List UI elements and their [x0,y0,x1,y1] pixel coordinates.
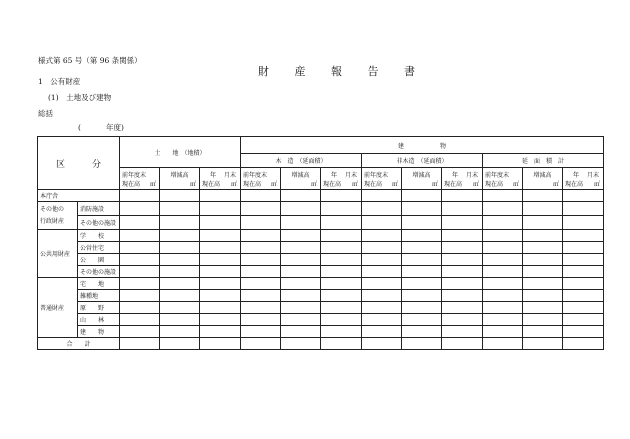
change-cell: 増減高 ㎡ [402,168,442,190]
row-label-park: 公 園 [78,254,120,266]
section-heading: 1 公有財産 [38,77,81,86]
row-label-other-facilities: その他の施設 [78,216,120,230]
year-label: 年度) [106,123,124,132]
year-month-cell: 年 月末 現在高 ㎡ [200,168,241,190]
row-label-field: 原 野 [78,302,120,314]
property-summary-table [37,136,604,350]
summary-label: 総括 [38,109,53,118]
change-cell: 増減高 ㎡ [160,168,200,190]
row-label-honcho: 本庁舎 [38,190,120,202]
group-label-public: 公共用財産 [38,230,78,278]
row-label-fire: 消防施設 [78,202,120,216]
wood-header: 木 造 （延面積） [241,154,362,168]
prev-year-cell: 前年度末 現在高 ㎡ [120,168,160,190]
row-label-total: 合 計 [38,338,120,350]
row-label-building: 建 物 [78,326,120,338]
nonwood-header: 非木造 （延面積） [362,154,483,168]
building-header: 建 物 [241,137,604,154]
total-area-header: 延 面 積 計 [483,154,604,168]
row-label-other-facilities: その他の施設 [78,266,120,278]
year-month-cell: 年 月末 現在高 ㎡ [321,168,362,190]
change-cell: 増減高 ㎡ [523,168,563,190]
land-header: 土 地 （地積） [120,137,241,168]
prev-year-cell: 前年度末 現在高 ㎡ [241,168,281,190]
subsection-heading: (1) 土地及び建物 [48,93,112,102]
row-label-residential: 宅 地 [78,278,120,290]
change-cell: 増減高 ㎡ [281,168,321,190]
category-header: 区 分 [38,137,120,190]
row-label-mountain: 山 林 [78,314,120,326]
year-month-cell: 年 月末 現在高 ㎡ [563,168,604,190]
row-label-forest-land: 雑種地 [78,290,120,302]
group-label-other-admin: その他の 行政財産 [38,202,78,230]
group-label-ordinary: 普通財産 [38,278,78,338]
year-open-paren: ( [78,123,81,132]
row-label-school: 学 校 [78,230,120,242]
prev-year-cell: 前年度末 現在高 ㎡ [362,168,402,190]
year-month-cell: 年 月末 現在高 ㎡ [442,168,483,190]
page-title: 財 産 報 告 書 [258,65,426,78]
form-number: 様式第 65 号（第 96 条関係） [38,56,142,65]
prev-year-cell: 前年度末 現在高 ㎡ [483,168,523,190]
row-label-public-housing: 公営住宅 [78,242,120,254]
